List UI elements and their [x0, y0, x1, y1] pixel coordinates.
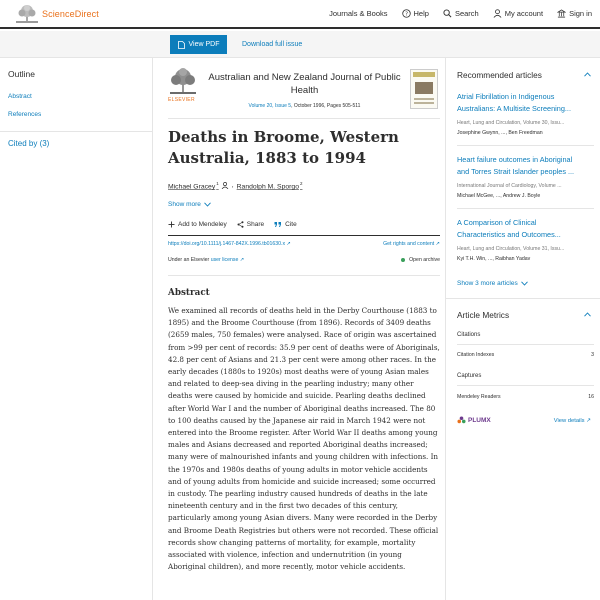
rec-article-title-line: Australians: A Multisite Screening... [457, 104, 571, 113]
nav-label: Sign in [569, 9, 592, 18]
journal-header [168, 67, 440, 119]
cited-by-link[interactable]: Cited by (3) [8, 139, 50, 148]
divider [457, 344, 594, 345]
rec-article-title-line: Heart failure outcomes in Aboriginal [457, 155, 573, 164]
show-more-articles-label: Show 3 more articles [457, 280, 518, 287]
plumx-logo [457, 416, 491, 425]
author-name: Randolph M. Sporgo [236, 183, 299, 191]
elsevier-wordmark: ELSEVIER [168, 97, 195, 103]
chevron-up-icon[interactable] [584, 72, 591, 77]
author-affiliation-sup: 2 [299, 181, 303, 186]
rec-article-title-line: A Comparison of Clinical [457, 218, 537, 227]
help-icon [402, 9, 411, 18]
article-metrics-title: Article Metrics [457, 310, 510, 320]
show-more-button[interactable] [168, 201, 211, 208]
plus-icon [168, 221, 175, 228]
person-icon [221, 182, 229, 189]
divider [168, 275, 440, 276]
license-text [168, 257, 244, 263]
nav-label: Search [454, 9, 479, 18]
share-icon [237, 221, 244, 228]
doi-text: https://doi.org/10.1111/j.1467-842X.1996.tb01630.x [168, 241, 286, 247]
rec-article-title-line: Characteristics and Outcomes... [457, 230, 561, 239]
metric-label: Mendeley Readers [457, 394, 501, 400]
action-label: Cite [285, 221, 297, 228]
view-pdf-button[interactable] [170, 35, 227, 54]
user-license-text: user license [210, 257, 239, 263]
author-affiliation-sup: 1 [216, 181, 219, 186]
chevron-up-icon[interactable] [584, 312, 591, 317]
open-archive-badge [401, 257, 440, 263]
doi-link[interactable] [168, 241, 291, 247]
share-button[interactable] [237, 221, 264, 228]
nav-label: My account [504, 9, 544, 18]
captures-section-label: Captures [457, 373, 482, 379]
volume-date-pages: , October 1996, Pages 505-511 [291, 103, 361, 109]
outline-title: Outline [8, 69, 35, 79]
nav-journals-books[interactable] [329, 9, 387, 18]
cite-button[interactable] [274, 221, 297, 228]
outline-sidebar [0, 58, 153, 600]
article-title: Deaths in Broome, Western Australia, 1883 to 1994 [168, 128, 399, 167]
chevron-down-icon [521, 281, 528, 286]
show-more-articles-button[interactable] [457, 280, 528, 287]
citations-section-label: Citations [457, 332, 481, 338]
header-nav [315, 9, 592, 18]
cover-text-line [414, 102, 434, 104]
account-icon [493, 9, 502, 18]
divider [0, 131, 153, 132]
mendeley-readers-row [457, 394, 594, 400]
open-access-dot-icon [401, 258, 405, 262]
svg-text:?: ? [404, 11, 408, 18]
nav-my-account[interactable] [493, 9, 543, 18]
metric-label: Citation Indexes [457, 352, 495, 358]
abstract-text: We examined all records of deaths held in the Derby Courthouse (1883 to 1895) and the Broome Courthouse (from 1896). Records of 3409 deaths (2659 males, 750 females) were analysed. Race of origin was ascertained from >99 per cent of records: 35.9 per cent of deaths were of Aboriginals, 42.8 per cent of Asians and 21.3 per cent were among other races. In the early decades (1880s to 1920s) most deaths were of young Asian males and related to deep-sea diving in the pearling industry; many other deaths were caused by homicide and suicide. Pearling deaths declined after World War I and the number of Aboriginal deaths increased. The 80 to 100 deaths caused by the Japanese air raid in March 1942 were not entered into the Broome register. After World War II deaths among young males and Asians decreased and reported Aboriginal deaths increased; many were of malnourished infants and young children with infections. In the 1970s and 1980s deaths of young adults in motor vehicle accidents and of young adults from homicide and suicide increased; some occurred in custody. The pearling industry caused hundreds of deaths in the late nineteenth century and in the first two decades of this century, particularly among young Asian divers. Many were recorded in the Derby and Broome Death Registries but others were not recorded. These official records show changing patterns of mortality, for example, mortality associated with violence, infection and undernutrition (in young Aboriginal children), and more recently, motor vehicle accidents. [168, 306, 440, 572]
article-actions [168, 221, 307, 228]
citation-indexes-row [457, 352, 594, 358]
nav-help[interactable] [402, 9, 429, 18]
rec-article-source: Heart, Lung and Circulation, Volume 30, Issu... [457, 120, 565, 126]
right-sidebar [445, 58, 600, 600]
institution-icon [557, 9, 566, 18]
author-link[interactable] [237, 181, 303, 190]
brand-name: ScienceDirect [42, 9, 99, 19]
journal-cover-image[interactable] [410, 69, 438, 109]
rec-article-authors: Michael McGee, ..., Andrew J. Boyle [457, 193, 541, 199]
rec-article-title-line: and Torres Strait Islander peoples ... [457, 167, 575, 176]
view-details-link[interactable]: View details ↗ [553, 418, 591, 424]
pdf-icon [178, 41, 185, 49]
quote-icon [274, 221, 282, 228]
cover-text-line [414, 98, 434, 100]
external-link-icon: ↗ [286, 241, 291, 247]
divider [446, 298, 600, 299]
rights-text: Get rights and content [383, 241, 435, 247]
sciencedirect-logo[interactable] [16, 4, 99, 24]
divider [457, 145, 594, 146]
author-separator: , [231, 182, 234, 190]
volume-issue-link[interactable]: Volume 20, Issue 5 [248, 103, 292, 109]
nav-label: Journals & Books [329, 9, 388, 18]
nav-label: Help [413, 9, 429, 18]
rec-article-title-line: Atrial Fibrillation in Indigenous [457, 92, 555, 101]
top-navigation-bar [0, 0, 600, 29]
view-pdf-label: View PDF [188, 41, 220, 48]
nav-search[interactable] [443, 9, 479, 18]
show-more-label: Show more [168, 201, 201, 208]
view-details-label: View details [553, 418, 585, 424]
open-archive-label: Open archive [409, 257, 440, 263]
rec-article-authors: Kyi T.H. Win, ..., Raibhan Yadav [457, 256, 531, 262]
divider [168, 235, 440, 236]
download-full-issue-link[interactable]: Download full issue [242, 41, 303, 48]
rights-link[interactable] [383, 241, 440, 247]
outline-link-references[interactable]: References [8, 111, 42, 118]
metric-value: 3 [591, 352, 594, 358]
cover-title-band [413, 72, 435, 77]
journal-title[interactable]: Australian and New Zealand Journal of Public Health [208, 72, 401, 96]
outline-link-abstract[interactable]: Abstract [8, 93, 32, 100]
rec-article-source: International Journal of Cardiology, Volume ... [457, 183, 562, 189]
recommended-articles-title: Recommended articles [457, 70, 542, 80]
abstract-heading: Abstract [168, 288, 210, 298]
action-label: Share [246, 221, 265, 228]
rec-article-authors: Josephine Gwynn, ..., Ben Freedman [457, 130, 543, 136]
license-prefix: Under an Elsevier [168, 257, 210, 263]
add-to-mendeley-button[interactable] [168, 221, 227, 228]
elsevier-tree-icon [16, 4, 38, 24]
author-link[interactable] [168, 181, 219, 190]
external-link-icon: ↗ [435, 241, 440, 247]
journal-volume-info [202, 103, 407, 109]
article-action-bar [0, 31, 600, 58]
plumx-flower-icon [457, 416, 466, 425]
action-label: Add to Mendeley [178, 221, 227, 228]
user-license-link[interactable]: user license ↗ [210, 257, 245, 263]
nav-sign-in[interactable] [557, 9, 592, 18]
divider [457, 385, 594, 386]
author-name: Michael Gracey [168, 183, 216, 191]
chevron-down-icon [204, 202, 211, 207]
metric-value: 16 [588, 394, 594, 400]
plumx-label: PLUMX [468, 417, 491, 424]
author-list [168, 181, 302, 190]
cover-photo [415, 82, 433, 94]
rec-article-source: Heart, Lung and Circulation, Volume 31, Issu... [457, 246, 565, 252]
search-icon [443, 9, 452, 18]
divider [457, 208, 594, 209]
